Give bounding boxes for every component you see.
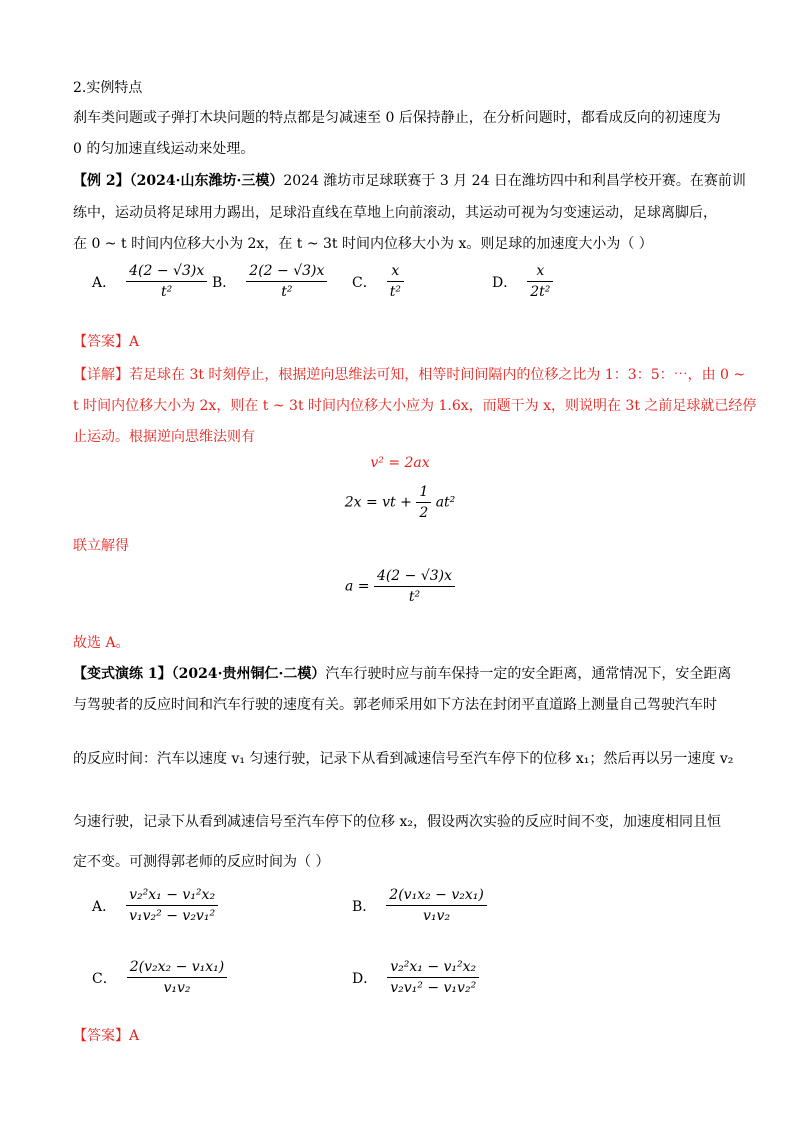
variant1-option-a[interactable] bbox=[92, 885, 218, 926]
variant1-option-b[interactable] bbox=[352, 885, 487, 926]
option-label: B． bbox=[352, 898, 377, 915]
variant1-line-1 bbox=[73, 664, 731, 684]
variant1-line-2: 与驾驶者的反应时间和汽车行驶的速度有关。郭老师采用如下方法在封闭平直道路上测量自己驾驶汽车时 bbox=[73, 697, 717, 713]
equation-2-right: at² bbox=[435, 494, 456, 511]
equation-2 bbox=[0, 482, 800, 523]
option-numerator: x bbox=[527, 261, 553, 282]
example2-option-b[interactable] bbox=[212, 261, 327, 302]
option-denominator: v₁v₂ bbox=[423, 908, 451, 924]
option-numerator: x bbox=[387, 261, 404, 282]
option-fraction bbox=[387, 261, 404, 302]
option-numerator: 2(v₂x₂ − v₁x₁) bbox=[127, 957, 228, 978]
example2-line-2: 练中，运动员将足球用力踢出，足球沿直线在草地上向前滚动，其运动可视为匀变速运动，足球离脚后， bbox=[73, 205, 717, 221]
option-fraction bbox=[527, 261, 553, 302]
variant1-line-5: 定不变。可测得郭老师的反应时间为（ ） bbox=[73, 854, 330, 870]
example2-conclusion: 故选 A。 bbox=[73, 635, 130, 651]
equation-3 bbox=[0, 566, 800, 607]
example2-detail-line-1: 【详解】若足球在 3t 时刻停止，根据逆向思维法可知，相等时间间隔内的位移之比为 1：3：5：⋯，由 0 ~ bbox=[73, 367, 746, 383]
example2-line-3: 在 0 ~ t 时间内位移大小为 2x，在 t ~ 3t 时间内位移大小为 x。则足球的加速度大小为（ ） bbox=[73, 236, 653, 252]
equation-1: v² = 2ax bbox=[370, 455, 430, 471]
option-numerator: v₂²x₁ − v₁²x₂ bbox=[126, 885, 218, 906]
equation-3-fraction bbox=[374, 566, 455, 607]
equation-3-numerator: 4(2 − √3)x bbox=[374, 566, 455, 587]
variant1-line-4: 匀速行驶，记录下从看到减速信号至汽车停下的位移 x₂，假设两次实验的反应时间不变，加速度相同且恒 bbox=[73, 814, 721, 830]
variant1-answer: 【答案】A bbox=[73, 1028, 140, 1044]
variant1-option-d[interactable] bbox=[352, 957, 479, 998]
option-label: A． bbox=[92, 898, 117, 915]
equation-2-numerator: 1 bbox=[416, 482, 431, 503]
option-label: D． bbox=[352, 970, 378, 987]
option-denominator: t² bbox=[161, 284, 173, 300]
intro-line-1: 刹车类问题或子弹打木块问题的特点都是匀减速至 0 后保持静止，在分析问题时，都看成反向的初速度为 bbox=[73, 110, 721, 126]
option-denominator: t² bbox=[389, 284, 401, 300]
example2-line-1 bbox=[73, 171, 746, 191]
option-fraction bbox=[127, 957, 228, 998]
example2-detail-line-3: 止运动。根据逆向思维法则有 bbox=[73, 429, 255, 445]
option-numerator: 2(v₁x₂ − v₂x₁) bbox=[386, 885, 487, 906]
option-label: D． bbox=[492, 274, 518, 291]
equation-2-left: 2x = vt + bbox=[344, 494, 412, 511]
example2-answer: 【答案】A bbox=[73, 334, 140, 350]
option-fraction bbox=[126, 261, 207, 302]
example2-tag: 【例 2】（2024·山东潍坊·三模） bbox=[73, 173, 284, 189]
variant1-option-c[interactable] bbox=[92, 957, 227, 998]
solve-text: 联立解得 bbox=[73, 538, 129, 554]
equation-2-denominator: 2 bbox=[419, 505, 429, 521]
equation-3-left: a = bbox=[344, 578, 370, 595]
section-title: 2.实例特点 bbox=[73, 80, 143, 96]
example2-option-a[interactable] bbox=[92, 261, 207, 302]
option-denominator: t² bbox=[281, 284, 293, 300]
option-numerator: 2(2 − √3)x bbox=[246, 261, 327, 282]
example2-option-d[interactable] bbox=[492, 261, 553, 302]
equation-3-denominator: t² bbox=[408, 589, 421, 605]
variant1-line-3: 的反应时间：汽车以速度 v₁ 匀速行驶，记录下从看到减速信号至汽车停下的位移 x₁；然后再以另一速度 v₂ bbox=[73, 751, 734, 767]
option-fraction bbox=[246, 261, 327, 302]
option-fraction bbox=[386, 885, 487, 926]
variant1-tag: 【变式演练 1】（2024·贵州铜仁·二模） bbox=[73, 666, 326, 682]
option-denominator: 2t² bbox=[530, 284, 551, 300]
option-fraction bbox=[387, 957, 479, 998]
variant1-stem-start: 汽车行驶时应与前车保持一定的安全距离，通常情况下，安全距离 bbox=[325, 666, 732, 682]
option-label: C． bbox=[92, 970, 117, 987]
option-denominator: v₂v₁² − v₁v₂² bbox=[390, 980, 477, 996]
option-label: C． bbox=[352, 274, 377, 291]
equation-2-fraction bbox=[416, 482, 431, 523]
option-denominator: v₁v₂ bbox=[163, 980, 191, 996]
intro-line-2: 0 的匀加速直线运动来处理。 bbox=[73, 141, 255, 157]
example2-stem-start: 2024 潍坊市足球联赛于 3 月 24 日在潍坊四中和利昌学校开赛。在赛前训 bbox=[283, 173, 746, 189]
option-fraction bbox=[126, 885, 218, 926]
option-numerator: 4(2 − √3)x bbox=[126, 261, 207, 282]
option-numerator: v₂²x₁ − v₁²x₂ bbox=[387, 957, 479, 978]
example2-option-c[interactable] bbox=[352, 261, 404, 302]
option-denominator: v₁v₂² − v₂v₁² bbox=[129, 908, 216, 924]
option-label: B． bbox=[212, 274, 237, 291]
example2-detail-line-2: t 时间内位移大小为 2x，则在 t ~ 3t 时间内位移大小应为 1.6x，而题干为 x，则说明在 3t 之前足球就已经停 bbox=[73, 398, 757, 414]
option-label: A． bbox=[92, 274, 117, 291]
